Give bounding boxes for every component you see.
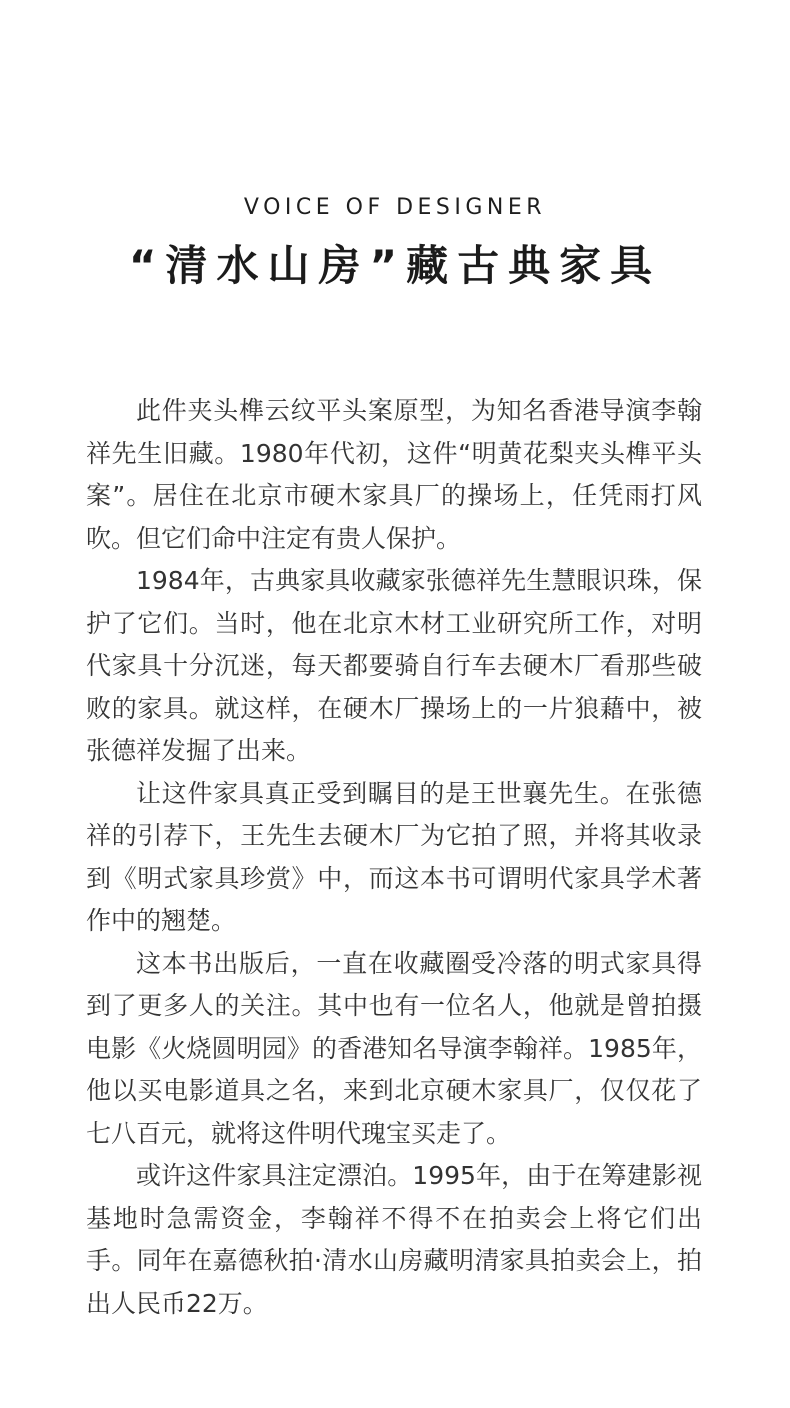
article-header — [0, 190, 790, 296]
paragraph-1: 此件夹头榫云纹平头案原型，为知名香港导演李翰祥先生旧藏。1980年代初，这件“明黄花梨夹头榫平头案”。居住在北京市硬木家具厂的操场上，任凭雨打风吹。但它们命中注定有贵人保护。 — [86, 396, 702, 553]
paragraph-3: 让这件家具真正受到瞩目的是王世襄先生。在张德祥的引荐下，王先生去硬木厂为它拍了照，并将其收录到《明式家具珍赏》中，而这本书可谓明代家具学术著作中的翘楚。 — [86, 778, 702, 935]
paragraph-5: 或许这件家具注定漂泊。1995年，由于在筹建影视基地时急需资金，李翰祥不得不在拍卖会上将它们出手。同年在嘉德秋拍·清水山房藏明清家具拍卖会上，拍出人民币22万。 — [86, 1161, 702, 1318]
article-title: “清水山房”藏古典家具 — [128, 241, 662, 290]
paragraph-2: 1984年，古典家具收藏家张德祥先生慧眼识珠，保护了它们。当时，他在北京木材工业研究所工作，对明代家具十分沉迷，每天都要骑自行车去硬木厂看那些破败的家具。就这样，在硬木厂操场上的一片狼藉中，被张德祥发掘了出来。 — [86, 566, 702, 765]
article-body — [86, 390, 702, 1325]
paragraph-4: 这本书出版后，一直在收藏圈受冷落的明式家具得到了更多人的关注。其中也有一位名人，他就是曾拍摄电影《火烧圆明园》的香港知名导演李翰祥。1985年，他以买电影道具之名，来到北京硬木家具厂，仅仅花了七八百元，就将这件明代瑰宝买走了。 — [86, 948, 702, 1148]
section-eyebrow: VOICE OF DESIGNER — [243, 195, 547, 220]
